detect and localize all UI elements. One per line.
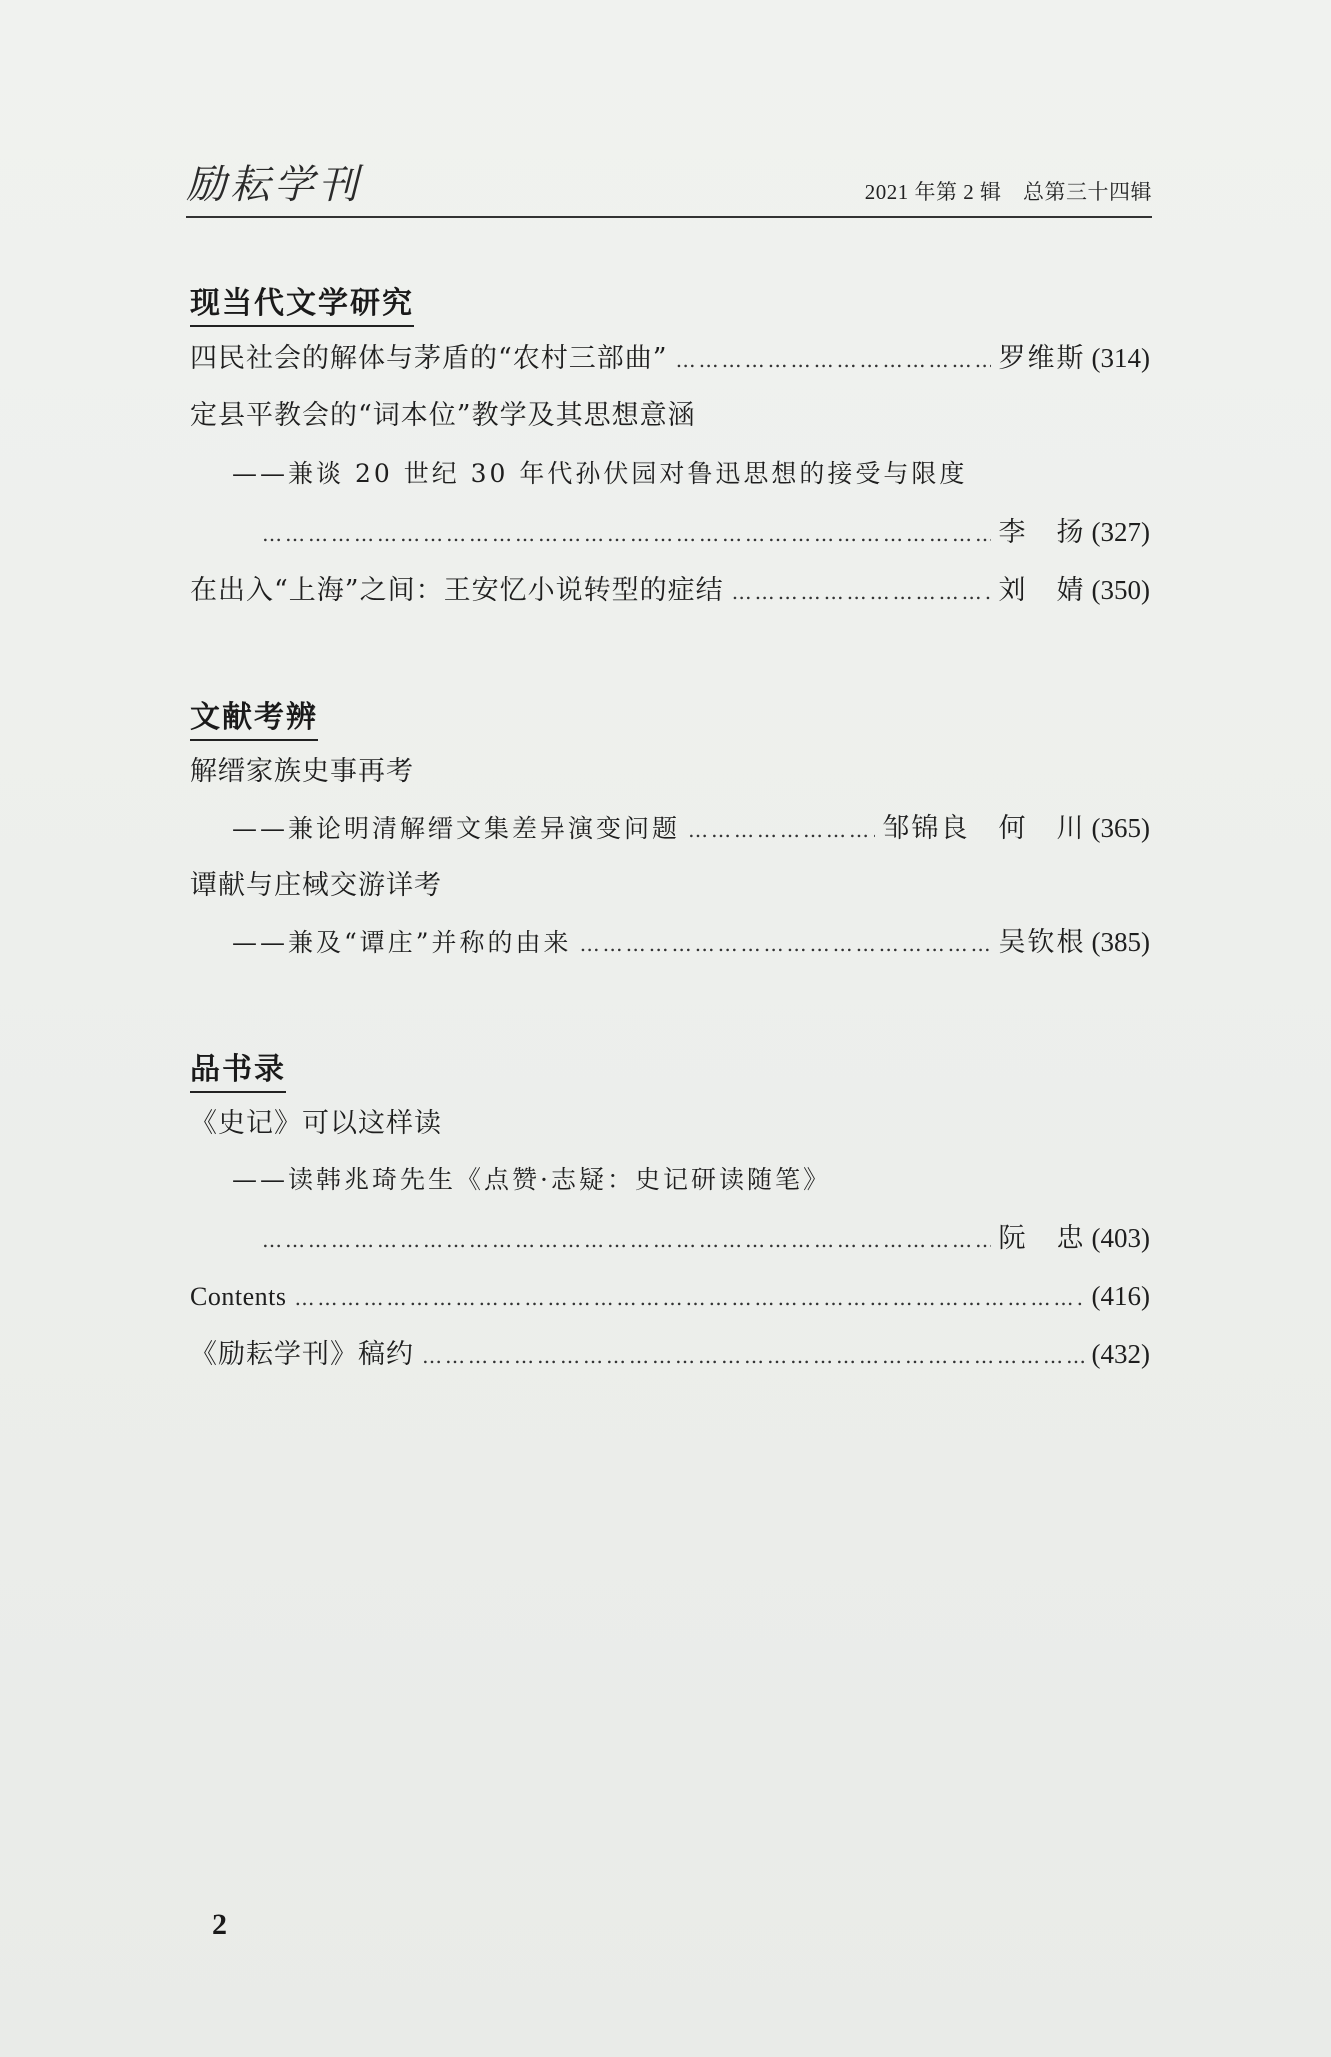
journal-logo: 励耘学刊 <box>186 162 362 208</box>
dot-leader <box>294 1278 1083 1318</box>
entry-title: Contents <box>190 1282 287 1311</box>
toc-entry-guidelines[interactable] <box>190 1334 1150 1374</box>
toc-entry-subtitle <box>232 1160 1150 1200</box>
entry-title: 在出入“上海”之间：王安忆小说转型的症结 <box>190 575 724 606</box>
header-rule <box>186 216 1152 218</box>
toc-entry-subtitle <box>232 922 1150 962</box>
dot-leader <box>580 924 991 964</box>
section-title-textual-research: 文献考辨 <box>190 692 318 736</box>
entry-page: (416) <box>1091 1281 1150 1311</box>
entry-page: (432) <box>1091 1339 1150 1369</box>
dot-leader <box>688 810 875 850</box>
entry-page: (385) <box>1091 927 1150 957</box>
entry-title: 《史记》可以这样读 <box>190 1108 442 1139</box>
issue-info: 2021 年第 2 辑 总第三十四辑 <box>864 180 1152 204</box>
toc-entry[interactable] <box>190 866 1150 906</box>
entry-author: 罗维斯 <box>998 343 1086 374</box>
entry-title: 谭献与庄棫交游详考 <box>190 870 442 901</box>
entry-author: 邹锦良 何 川 <box>882 813 1086 844</box>
section-title-book-reviews: 品书录 <box>190 1044 286 1088</box>
toc-entry-contents[interactable] <box>190 1276 1150 1316</box>
entry-subtitle: ——读韩兆琦先生《点赞·志疑：史记研读随笔》 <box>232 1165 831 1194</box>
entry-author: 李 扬 <box>998 517 1086 548</box>
toc-entry-subtitle <box>232 808 1150 848</box>
entry-author: 吴钦根 <box>998 927 1086 958</box>
page-number: 2 <box>212 1908 227 1941</box>
toc-entry-ref <box>262 512 1150 552</box>
toc-entry[interactable] <box>190 752 1150 792</box>
entry-subtitle: ——兼论明清解缙文集差异演变问题 <box>232 814 681 843</box>
entry-subtitle: ——兼及“谭庄”并称的由来 <box>232 928 572 957</box>
entry-page: (350) <box>1091 575 1150 605</box>
dot-leader <box>676 340 991 380</box>
entry-page: (314) <box>1091 343 1150 373</box>
toc-entry-subtitle <box>232 454 1150 494</box>
toc-entry[interactable] <box>190 570 1150 610</box>
entry-subtitle: ——兼谈 20 世纪 30 年代孙伏园对鲁迅思想的接受与限度 <box>232 459 968 488</box>
entry-title: 《励耘学刊》稿约 <box>190 1339 414 1370</box>
entry-title: 定县平教会的“词本位”教学及其思想意涵 <box>190 400 696 431</box>
toc-entry[interactable] <box>190 1104 1150 1144</box>
entry-author: 阮 忠 <box>998 1223 1086 1254</box>
entry-page: (365) <box>1091 813 1150 843</box>
toc-entry[interactable] <box>190 396 1150 436</box>
entry-title: 四民社会的解体与茅盾的“农村三部曲” <box>190 343 668 374</box>
running-header <box>186 162 1152 218</box>
toc-entry-ref <box>262 1218 1150 1258</box>
dot-leader <box>422 1336 1084 1376</box>
entry-author: 刘 婧 <box>998 575 1086 606</box>
entry-page: (403) <box>1091 1223 1150 1253</box>
entry-title: 解缙家族史事再考 <box>190 756 414 787</box>
dot-leader <box>262 1220 991 1260</box>
dot-leader <box>732 572 991 612</box>
dot-leader <box>262 514 991 554</box>
section-title-modern-literature: 现当代文学研究 <box>190 278 414 322</box>
toc-entry[interactable] <box>190 338 1150 378</box>
entry-page: (327) <box>1091 517 1150 547</box>
